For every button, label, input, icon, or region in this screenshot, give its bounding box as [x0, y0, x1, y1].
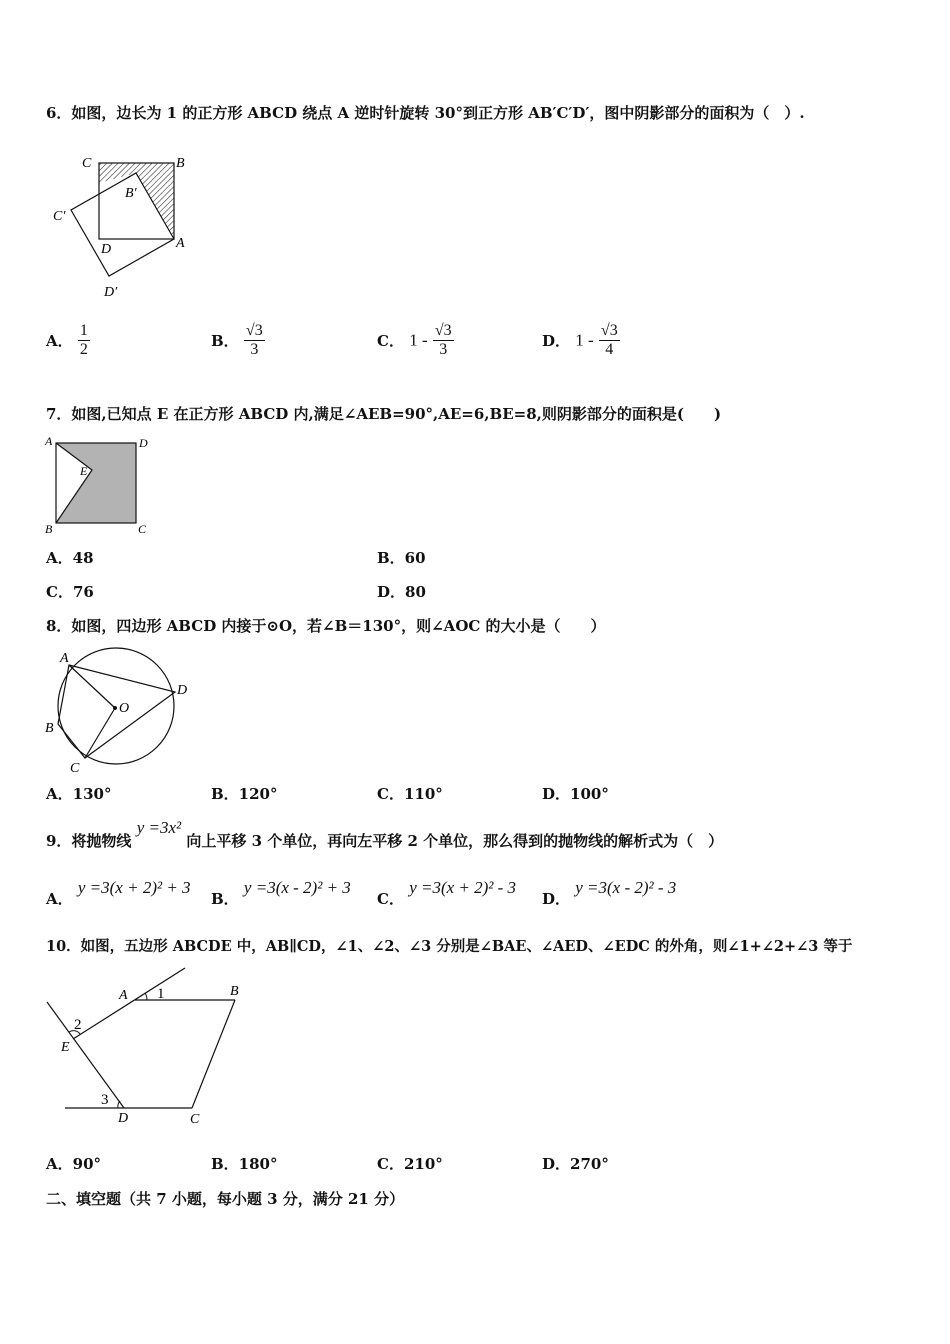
- q8-label-b: B: [45, 721, 54, 736]
- q10-label-d: D: [118, 1111, 129, 1126]
- q7-label-d: D: [139, 436, 148, 450]
- q7-option-b: B．60: [377, 549, 426, 567]
- q10-label-b: B: [230, 984, 239, 999]
- q8-radius-oc: [85, 708, 115, 758]
- q9-option-a: A． y =3(x + 2)² + 3: [46, 878, 191, 908]
- q6-option-a: A． $\frac{1}{2}$: [46, 322, 88, 358]
- q6-label-a: A: [176, 236, 185, 251]
- q6-label-d: D: [101, 242, 112, 257]
- q7-label-b: B: [45, 522, 53, 536]
- q10-stem: 10．如图，五边形 ABCDE 中，AB∥CD，∠1、∠2、∠3 分别是∠BAE、∠AED、∠EDC 的外角，则∠1+∠2+∠3 等于: [46, 938, 853, 955]
- q7-label-a: A: [45, 434, 53, 448]
- q8-option-b: B．120°: [211, 785, 278, 803]
- q8-stem: 8．如图，四边形 ABCD 内接于⊙O，若∠B＝130°，则∠AOC 的大小是（ ）: [46, 617, 606, 635]
- q10-option-d: D．270°: [542, 1155, 609, 1173]
- q10-label-2: 2: [74, 1017, 82, 1033]
- q9-option-b: B． y =3(x - 2)² + 3: [211, 878, 351, 908]
- q8-label-o: O: [119, 701, 130, 716]
- section-2-heading: 二、填空题（共 7 小题，每小题 3 分，满分 21 分）: [46, 1190, 405, 1208]
- q8-option-d: D．100°: [542, 785, 609, 803]
- q10-label-3: 3: [101, 1092, 109, 1108]
- q6-label-cp: C′: [53, 209, 66, 224]
- q7-stem: 7．如图,已知点 E 在正方形 ABCD 内,满足∠AEB=90°,AE=6,BE=8,则阴影部分的面积是( ): [46, 405, 722, 423]
- q10-option-a: A．90°: [46, 1155, 102, 1173]
- q10-figure: [40, 962, 260, 1132]
- q10-option-c: C．210°: [377, 1155, 443, 1173]
- q6-label-bp: B′: [125, 186, 137, 201]
- q10-label-a: A: [119, 988, 128, 1003]
- q6-label-b: B: [176, 156, 185, 171]
- q10-label-1: 1: [157, 986, 165, 1002]
- q10-side-bc: [192, 1000, 235, 1108]
- q9-stem: 9．将抛物线 y =3x² 向上平移 3 个单位，再向左平移 2 个单位，那么得到的抛物线的解析式为（ ）: [46, 818, 724, 850]
- q10-label-c: C: [190, 1112, 200, 1127]
- q10-angle-1-arc: [145, 993, 147, 1000]
- q9-formula: y =3x²: [136, 818, 182, 837]
- q8-figure: [40, 640, 200, 780]
- q8-label-a: A: [60, 651, 69, 666]
- q8-label-c: C: [70, 761, 80, 776]
- q8-quadrilateral: [58, 665, 175, 758]
- q10-option-b: B．180°: [211, 1155, 278, 1173]
- q7-label-e: E: [80, 464, 88, 478]
- q6-option-c: C． 1 - $\frac{√3}{3}$: [377, 322, 452, 358]
- q8-option-c: C．110°: [377, 785, 443, 803]
- q7-figure: [44, 433, 154, 538]
- q8-label-d: D: [177, 683, 188, 698]
- q6-stem: 6．如图，边长为 1 的正方形 ABCD 绕点 A 逆时针旋转 30°到正方形 AB′C′D′，图中阴影部分的面积为（ ）.: [46, 104, 805, 122]
- q7-option-a: A．48: [46, 549, 94, 567]
- q6-option-b: B． $\frac{√3}{3}$: [211, 322, 263, 358]
- q10-side-ea: [73, 968, 185, 1039]
- q8-center-dot: [113, 706, 117, 710]
- q7-option-c: C．76: [46, 583, 94, 601]
- q7-option-d: D．80: [377, 583, 426, 601]
- q8-option-a: A．130°: [46, 785, 112, 803]
- q6-option-d: D． 1 - $\frac{√3}{4}$: [542, 322, 618, 358]
- q7-label-c: C: [138, 522, 147, 536]
- q6-figure: [46, 150, 206, 305]
- q6-label-c: C: [82, 156, 92, 171]
- q10-label-e: E: [61, 1040, 70, 1055]
- q9-option-d: D． y =3(x - 2)² - 3: [542, 878, 677, 908]
- q10-angle-3-arc: [118, 1101, 120, 1108]
- q9-option-c: C． y =3(x + 2)² - 3: [377, 878, 517, 908]
- q10-side-ed: [47, 1002, 124, 1108]
- q6-label-dp: D′: [104, 285, 118, 300]
- q7-shaded-region: [56, 443, 136, 523]
